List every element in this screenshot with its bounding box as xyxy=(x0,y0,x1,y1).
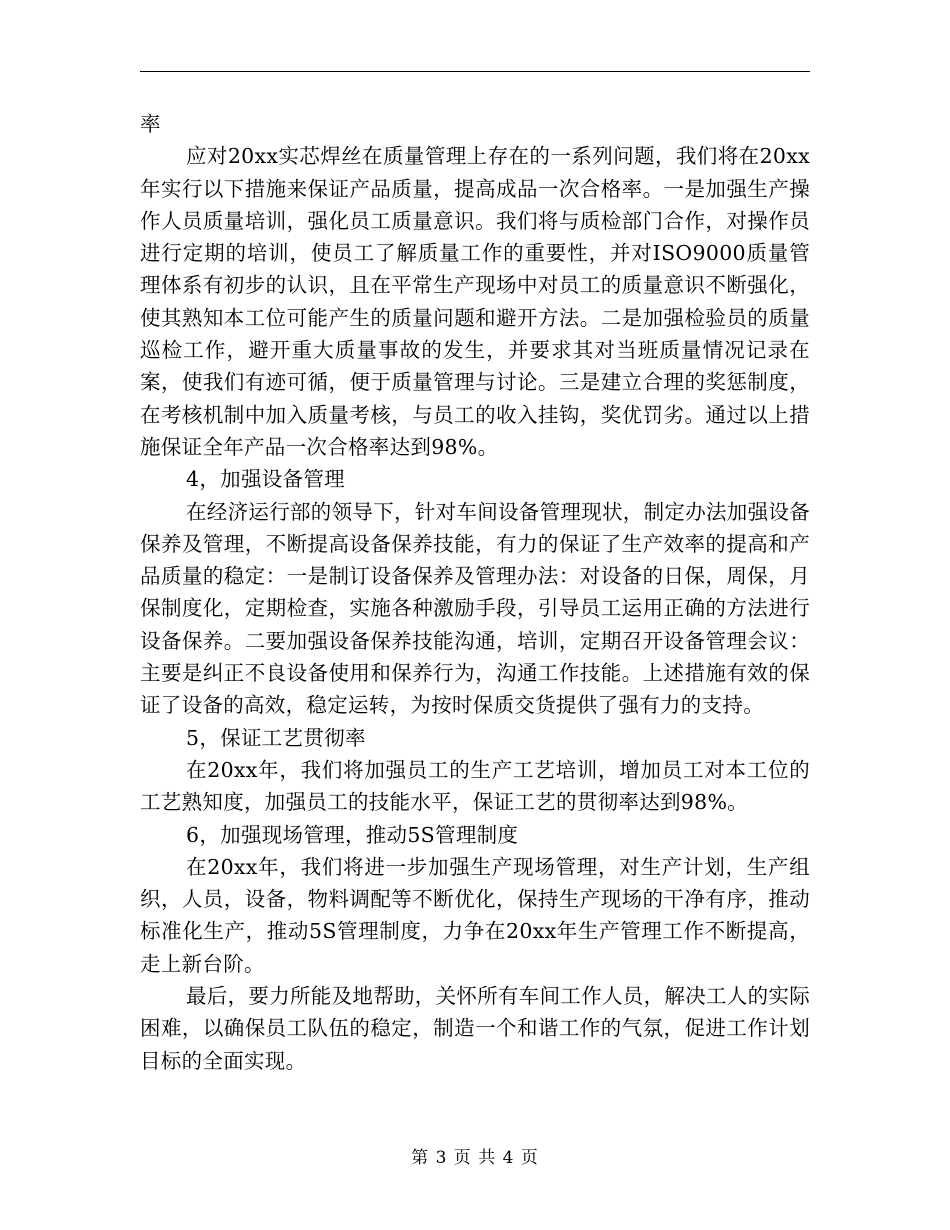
header-rule xyxy=(140,71,810,72)
section-heading-site-management: 6，加强现场管理，推动5S管理制度 xyxy=(186,822,519,847)
paragraph-quality-measures: 应对20xx实芯焊丝在质量管理上存在的一系列问题，我们将在20xx年实行以下措施来保证产品质量，提高成品一次合格率。一是加强生产操作人员质量培训，强化员工质量意识。我们将与质检部门合作，对操作员进行定期的培训，使员工了解质量工作的重要性，并对ISO9000质量管理体系有初步的认识，且在平常生产现场中对员工的质量意识不断强化，使其熟知本工位可能产生的质量问题和避开方法。二是加强检验员的质量巡检工作，避开重大质量事故的发生，并要求其对当班质量情况记录在案，使我们有迹可循，便于质量管理与讨论。三是建立合理的奖惩制度，在考核机制中加入质量考核，与员工的收入挂钩，奖优罚劣。通过以上措施保证全年产品一次合格率达到98%。 xyxy=(140,144,810,459)
paragraph-continuation: 率 xyxy=(140,112,161,136)
section-heading-process: 5，保证工艺贯彻率 xyxy=(186,725,366,750)
paragraph-process-training: 在20xx年，我们将加强员工的生产工艺培训，增加员工对本工位的工艺熟知度，加强员工的技能水平，保证工艺的贯彻率达到98%。 xyxy=(140,757,810,815)
section-heading-equipment: 4，加强设备管理 xyxy=(186,467,345,492)
page-number: 第 3 页 共 4 页 xyxy=(411,1148,539,1168)
document-body xyxy=(140,108,810,1077)
paragraph-conclusion: 最后，要力所能及地帮助，关怀所有车间工作人员，解决工人的实际困难，以确保员工队伍的稳定，制造一个和谐工作的气氛，促进工作计划目标的全面实现。 xyxy=(140,984,810,1073)
paragraph-site-management: 在20xx年，我们将进一步加强生产现场管理，对生产计划，生产组织，人员，设备，物料调配等不断优化，保持生产现场的干净有序，推动标准化生产，推动5S管理制度，力争在20xx年生产管理工作不断提高，走上新台阶。 xyxy=(140,854,810,976)
paragraph-equipment-management: 在经济运行部的领导下，针对车间设备管理现状，制定办法加强设备保养及管理，不断提高设备保养技能，有力的保证了生产效率的提高和产品质量的稳定：一是制订设备保养及管理办法：对设备的日保，周保，月保制度化，定期检查，实施各种激励手段，引导员工运用正确的方法进行设备保养。二要加强设备保养技能沟通，培训，定期召开设备管理会议：主要是纠正不良设备使用和保养行为，沟通工作技能。上述措施有效的保证了设备的高效，稳定运转，为按时保质交货提供了强有力的支持。 xyxy=(140,499,810,718)
